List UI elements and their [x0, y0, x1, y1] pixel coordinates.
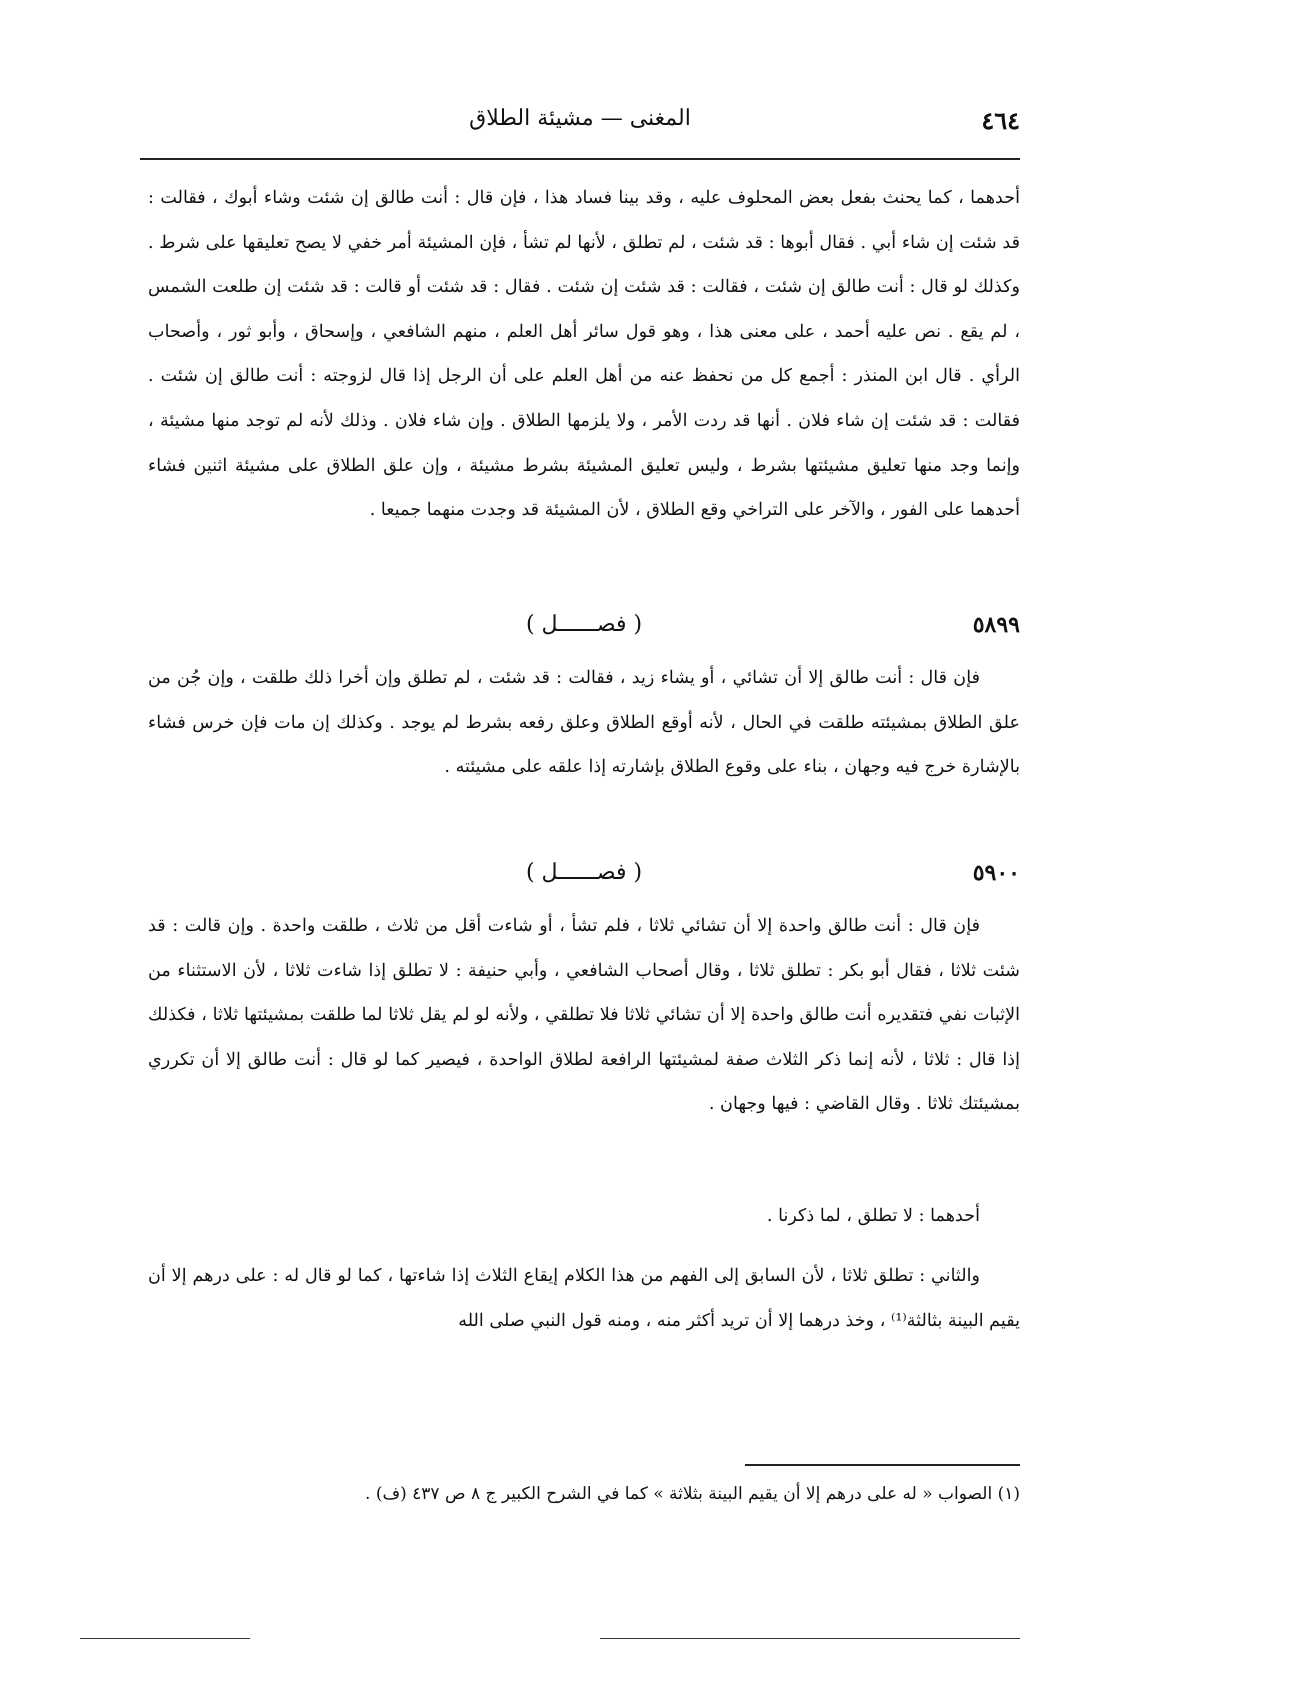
section-number: ٥٨٩٩	[972, 612, 1020, 638]
paragraph-block-2	[148, 656, 1020, 790]
section-title: ( فصــــــل )	[525, 860, 643, 885]
paragraph-block-1	[148, 176, 1020, 533]
paragraph: والثاني : تطلق ثلاثا ، لأن السابق إلى الفهم من هذا الكلام إيقاع الثلاث إذا شاءتها ، كما لو قال له : على درهم إلا أن يقيم البينة بثالثة⁽¹⁾ ، وخذ درهما إلا أن تريد أكثر منه ، ومنه قول النبي صلى الله	[148, 1266, 1020, 1331]
paragraph-block-5	[148, 1254, 1020, 1343]
paragraph: فإن قال : أنت طالق واحدة إلا أن تشائي ثلاثا ، فلم تشأ ، أو شاءت أقل من ثلاث ، طلقت واحدة . وإن قالت : قد شئت ثلاثا ، فقال أبو بكر : تطلق ثلاثا ، وقال أصحاب الشافعي ، وأبي حنيفة : لا تطلق إذا شاءت ثلاثا ، لأن الاستثناء من الإثبات نفي فتقديره أنت طالق واحدة إلا أن تشائي ثلاثا فلا تطلقي ، ولأنه لو لم يقل ثلاثا لما طلقت بمشيئتها ثلاثا ، فكذلك إذا قال : ثلاثا ، لأنه إنما ذكر الثلاث صفة لمشيئتها الرافعة لطلاق الواحدة ، فيصير كما لو قال : أنت طالق إلا أن تكرري بمشيئتك ثلاثا . وقال القاضي : فيها وجهان .	[148, 916, 1020, 1115]
header-divider	[140, 158, 1020, 160]
paragraph-block-3	[148, 904, 1020, 1127]
running-title: المغنى — مشيئة الطلاق	[469, 106, 691, 131]
bottom-rule-left	[80, 1638, 250, 1639]
section-heading-5899	[148, 608, 1020, 648]
page-number: ٤٦٤	[981, 106, 1020, 135]
page-header	[140, 100, 1020, 140]
paragraph: فإن قال : أنت طالق إلا أن تشائي ، أو يشاء زيد ، فقالت : قد شئت ، لم تطلق وإن أخرا ذلك طلقت ، وإن جُن من علق الطلاق بمشيئته طلقت في الحال ، لأنه أوقع الطلاق وعلق رفعه بشرط لم يوجد . وكذلك إن مات فإن خرس فشاء بالإشارة خرج فيه وجهان ، بناء على وقوع الطلاق بإشارته إذا علقه على مشيئته .	[148, 668, 1020, 778]
section-heading-5900	[148, 856, 1020, 896]
section-title: ( فصــــــل )	[525, 612, 643, 637]
paragraph-block-4	[148, 1194, 1020, 1239]
footnote: (١) الصواب « له على درهم إلا أن يقيم البينة بثلاثة » كما في الشرح الكبير ج ٨ ص ٤٣٧ (ف) .	[365, 1484, 1020, 1504]
section-number: ٥٩٠٠	[972, 860, 1020, 886]
bottom-rule-right	[600, 1638, 1020, 1639]
paragraph: أحدهما ، كما يحنث بفعل بعض المحلوف عليه ، وقد بينا فساد هذا ، فإن قال : أنت طالق إن شئت وشاء أبوك ، فقالت : قد شئت إن شاء أبي . فقال أبوها : قد شئت ، لم تطلق ، لأنها لم تشأ ، فإن المشيئة أمر خفي لا يصح تعليقها على شرط . وكذلك لو قال : أنت طالق إن شئت ، فقالت : قد شئت إن شئت . فقال : قد شئت أو قالت : قد شئت إن طلعت الشمس ، لم يقع . نص عليه أحمد ، على معنى هذا ، وهو قول سائر أهل العلم ، منهم الشافعي ، وإسحاق ، وأبو ثور ، وأصحاب الرأي . قال ابن المنذر : أجمع كل من نحفظ عنه من أهل العلم على أن الرجل إذا قال لزوجته : أنت طالق إن شئت . فقالت : قد شئت إن شاء فلان . أنها قد ردت الأمر ، ولا يلزمها الطلاق . وإن شاء فلان . وذلك لأنه لم توجد منها مشيئة ، وإنما وجد منها تعليق مشيئتها بشرط ، وليس تعليق المشيئة بشرط مشيئة ، وإن علق الطلاق على مشيئة اثنين فشاء أحدهما على الفور ، والآخر على التراخي وقع الطلاق ، لأن المشيئة قد وجدت منهما جميعا .	[148, 188, 1020, 521]
footnote-divider	[745, 1464, 1020, 1466]
paragraph: أحدهما : لا تطلق ، لما ذكرنا .	[766, 1206, 980, 1226]
